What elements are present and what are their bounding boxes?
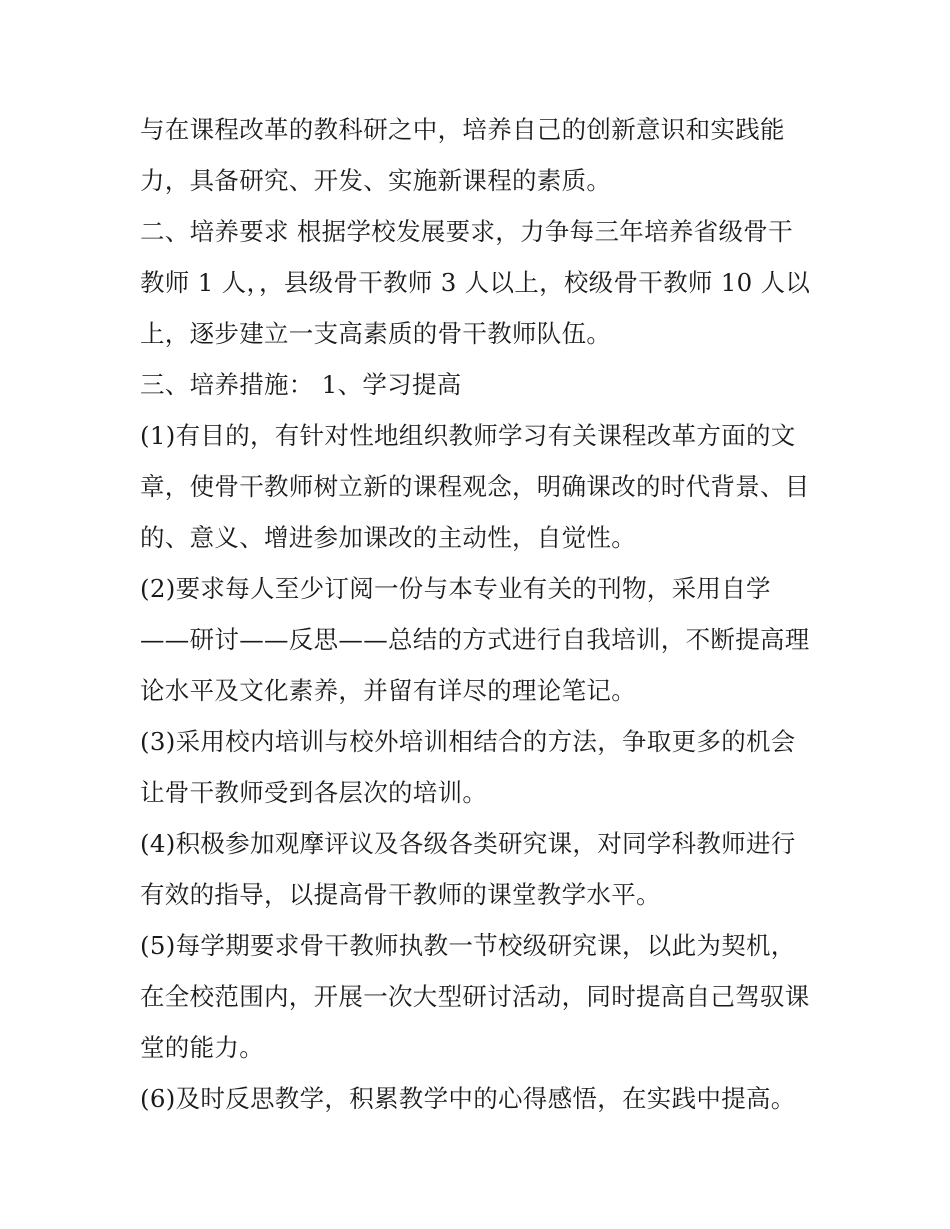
text-line: (5)每学期要求骨干教师执教一节校级研究课，以此为契机， bbox=[140, 931, 796, 960]
text-line: (2)要求每人至少订阅一份与本专业有关的刊物，采用自学 bbox=[140, 574, 771, 603]
text-line: 三、培养措施： 1、学习提高 bbox=[140, 370, 462, 399]
text-line: 堂的能力。 bbox=[140, 1033, 264, 1062]
text-line: ——研讨——反思——总结的方式进行自我培训，不断提高理 bbox=[140, 625, 810, 654]
text-line: (1)有目的，有针对性地组织教师学习有关课程改革方面的文 bbox=[140, 421, 796, 450]
text-line: (3)采用校内培训与校外培训相结合的方法，争取更多的机会 bbox=[140, 727, 796, 756]
text-line: 上，逐步建立一支高素质的骨干教师队伍。 bbox=[140, 319, 612, 348]
text-line: 二、培养要求 根据学校发展要求，力争每三年培养省级骨干 bbox=[140, 217, 793, 246]
text-line: 论水平及文化素养，并留有详尽的理论笔记。 bbox=[140, 676, 636, 705]
text-line: 在全校范围内，开展一次大型研讨活动，同时提高自己驾驭课 bbox=[140, 982, 810, 1011]
text-line: 与在课程改革的教科研之中，培养自己的创新意识和实践能 bbox=[140, 115, 785, 144]
text-line: 教师 1 人，，县级骨干教师 3 人以上，校级骨干教师 10 人以 bbox=[140, 268, 811, 297]
text-line: 的、意义、增进参加课改的主动性，自觉性。 bbox=[140, 523, 636, 552]
text-line: (4)积极参加观摩评议及各级各类研究课，对同学科教师进行 bbox=[140, 829, 796, 858]
text-line: 让骨干教师受到各层次的培训。 bbox=[140, 778, 488, 807]
text-line: 力，具备研究、开发、实施新课程的素质。 bbox=[140, 166, 612, 195]
document-body bbox=[140, 104, 830, 1124]
text-line: (6)及时反思教学，积累教学中的心得感悟，在实践中提高。 bbox=[140, 1084, 796, 1113]
text-line: 有效的指导，以提高骨干教师的课堂教学水平。 bbox=[140, 880, 661, 909]
text-line: 章，使骨干教师树立新的课程观念，明确课改的时代背景、目 bbox=[140, 472, 810, 501]
